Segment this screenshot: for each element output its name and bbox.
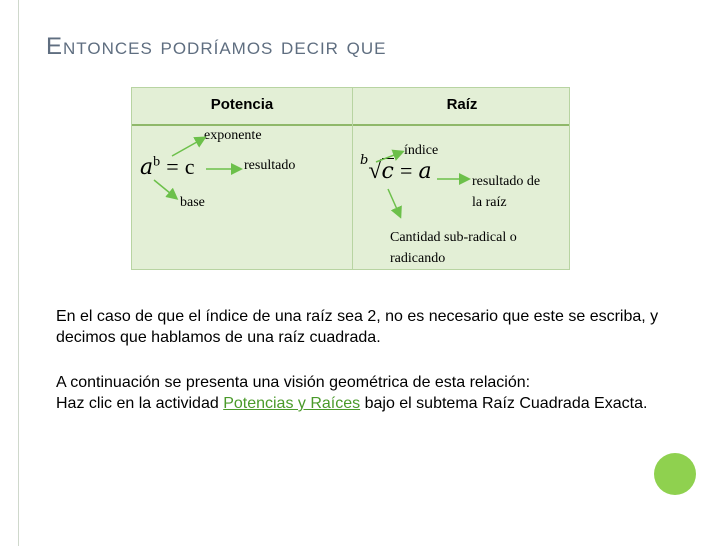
label-resultado: resultado <box>244 158 296 173</box>
paragraph-activity-line1: A continuación se presenta una visión geométrica de esta relación: <box>56 374 531 391</box>
label-resultado-raiz-line2: la raíz <box>472 195 507 210</box>
base-symbol: a <box>140 155 154 180</box>
result-symbol: c <box>184 154 195 179</box>
root-result-symbol: a <box>418 159 432 184</box>
label-resultado-raiz-line1: resultado de <box>472 174 541 189</box>
equals-sign: = <box>166 154 179 179</box>
label-subradical-line1: Cantidad sub-radical o <box>390 230 517 245</box>
paragraph-activity-line2 <box>56 393 676 414</box>
activity-prefix: Haz clic en la actividad <box>56 395 224 412</box>
paragraph-activity <box>56 372 676 414</box>
exponent-symbol: b <box>153 154 161 170</box>
arrow-to-base <box>154 180 176 198</box>
slide-title: Entonces podríamos decir que <box>46 33 387 60</box>
header-raiz: Raíz <box>446 96 478 113</box>
arrow-to-indice <box>376 152 402 162</box>
annotation-arrows <box>132 88 571 271</box>
potencias-raices-link[interactable]: Potencias y Raíces <box>223 395 361 412</box>
radicand-symbol: c <box>381 159 394 184</box>
arrow-to-exponente <box>172 138 204 156</box>
activity-suffix: bajo el subtema Raíz Cuadrada Exacta. <box>360 395 648 412</box>
root-equals-sign: = <box>399 158 413 183</box>
label-subradical-line2: radicando <box>390 251 446 266</box>
arrow-to-subradical <box>388 189 400 216</box>
header-potencia: Potencia <box>210 96 274 113</box>
radical-sign: √ <box>368 158 382 184</box>
label-indice: índice <box>404 143 439 158</box>
power-root-table <box>131 87 570 270</box>
index-symbol: b <box>360 152 369 168</box>
label-base: base <box>180 195 205 210</box>
left-border-rule <box>18 0 19 546</box>
label-exponente: exponente <box>204 128 262 143</box>
decorative-green-circle <box>654 453 696 495</box>
paragraph-indice: En el caso de que el índice de una raíz sea 2, no es necesario que este se escriba, y decimos que hablamos de una raíz cuadrada. <box>56 308 659 346</box>
